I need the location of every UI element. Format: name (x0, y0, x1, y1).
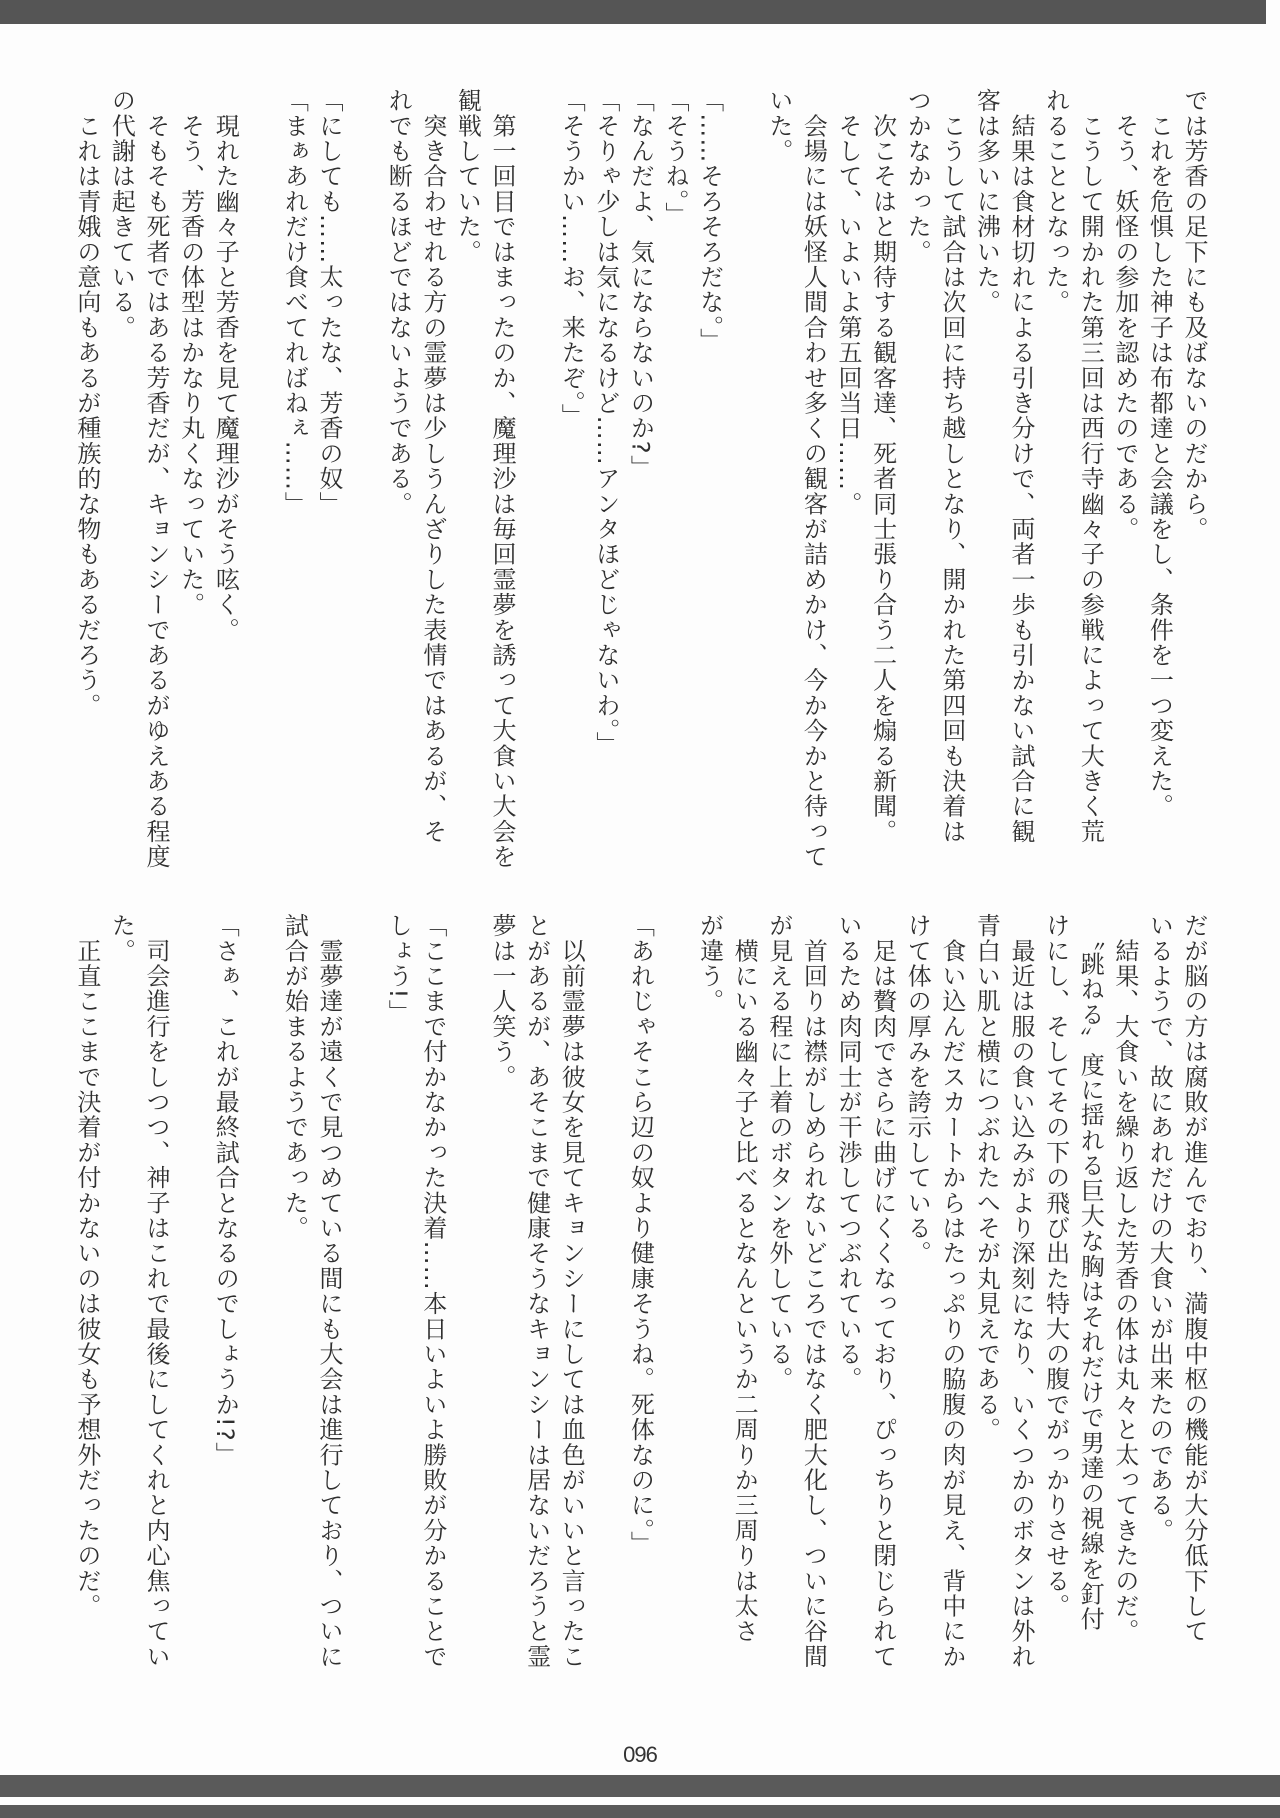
text-line: そう、芳香の体型はかなり丸くなっていた。 (176, 88, 205, 618)
text-line: いた。 (764, 88, 793, 164)
text-line: つかなかった。 (903, 88, 932, 265)
text-line: けにし、そしてその下の飛び出た特大の腹でがっかりさせる。 (1041, 913, 1070, 1619)
top-border-bar (0, 0, 1266, 24)
text-line: いるため肉同士が干渉してつぶれている。 (834, 913, 862, 1392)
text-line: 青白い肌と横につぶれたへそが丸見えである。 (972, 913, 1001, 1443)
text-line: 正直ここまで決着が付かないのは彼女も予想外だったのだ。 (72, 913, 101, 1619)
text-line: 「まぁあれだけ食べてればねぇ……」 (280, 88, 309, 517)
text-line: の代謝は起きている。 (107, 88, 136, 340)
text-line: そう、妖怪の参加を認めたのである。 (1110, 88, 1139, 542)
text-line: とがあるが、あそこまで健康そうなキョンシーは居ないだろうと霊 (522, 913, 551, 1669)
text-line: 食い込んだスカートからはたっぷりの脇腹の肉が見え、背中にか (937, 913, 966, 1669)
text-line: 横にいる幽々子と比べるとなんというか二周りか三周りは太さ (730, 913, 759, 1644)
text-line: 「そうね。」 (661, 88, 689, 228)
bottom-border-bar-thin (0, 1805, 1280, 1818)
bottom-border-bar (0, 1775, 1280, 1797)
text-line: 次こそはと期待する観客達、死者同士張り合う二人を煽る新聞。 (868, 88, 897, 844)
text-line: これを危惧した神子は布都達と会議をし、条件を一つ変えた。 (1145, 88, 1174, 819)
bottom-text-block (69, 913, 1211, 1723)
text-line: 「なんだよ、気にならないのか?」 (626, 88, 655, 480)
text-line: 「ここまで付かなかった決着……本日いよいよ勝敗が分かることで (418, 913, 447, 1669)
text-line: 「……そろそろだな。」 (695, 88, 724, 354)
text-line: 結果は食材切れによる引き分けで、両者一歩も引かない試合に観 (1007, 88, 1035, 844)
text-line: 足は贅肉でさらに曲げにくくなっており、ぴっちりと閉じられて (868, 913, 897, 1669)
text-line: 客は多いに沸いた。 (972, 88, 1001, 315)
text-line: が違う。 (695, 913, 724, 1014)
text-line: そもそも死者ではある芳香だが、キョンシーであるがゆえある程度 (142, 88, 170, 870)
text-line: だが脳の方は腐敗が進んでおり、満腹中枢の機能が大分低下して (1180, 913, 1208, 1644)
text-line: 「あれじゃそこら辺の奴より健康そうね。死体なのに。」 (626, 913, 655, 1557)
text-line: 結果、大食いを繰り返した芳香の体は丸々と太ってきたのだ。 (1110, 913, 1139, 1644)
text-line: 司会進行をしつつ、神子はこれで最後にしてくれと内心焦ってい (142, 913, 170, 1669)
text-line: こうして開かれた第三回は西行寺幽々子の参戦によって大きく荒 (1076, 88, 1105, 844)
text-line: 試合が始まるようであった。 (280, 913, 309, 1241)
text-line: けて体の厚みを誇示している。 (903, 913, 932, 1266)
text-line: 〝跳ねる〟度に揺れる巨大な胸はそれだけで男達の視線を釘付 (1076, 913, 1105, 1632)
text-line: こうして試合は次回に持ち越しとなり、開かれた第四回も決着は (937, 88, 966, 844)
text-line: 首回りは襟がしめられないどころではなく肥大化し、ついに谷間 (799, 913, 828, 1669)
page-number: 096 (623, 1742, 657, 1767)
text-line: 最近は服の食い込みがより深刻になり、いくつかのボタンは外れ (1007, 913, 1035, 1669)
text-line: 「そりゃ少しは気になるけど……アンタほどじゃないわ。」 (591, 88, 620, 757)
text-line: しょう!」 (384, 913, 413, 1025)
text-line: そして、いよいよ第五回当日……。 (834, 88, 862, 517)
text-line: 以前霊夢は彼女を見てキョンシーにしては血色がいいと言ったこ (557, 913, 586, 1669)
text-line: 「そうかい……お、来たぞ。」 (557, 88, 586, 429)
text-line: 霊夢達が遠くで見つめている間にも大会は進行しており、ついに (315, 913, 343, 1669)
text-line: が見える程に上着のボタンを外している。 (764, 913, 793, 1392)
text-line: 観戦していた。 (453, 88, 482, 265)
text-line: 夢は一人笑う。 (488, 913, 516, 1090)
text-line: 突き合わせれる方の霊夢は少しうんざりした表情ではあるが、そ (418, 88, 447, 844)
text-line: これは青娥の意向もあるが種族的な物もあるだろう。 (72, 88, 101, 718)
top-text-block (69, 88, 1211, 878)
text-line: た。 (107, 913, 136, 964)
text-line: れることとなった。 (1041, 88, 1070, 315)
text-line: 会場には妖怪人間合わせ多くの観客が詰めかけ、今か今かと待って (799, 88, 828, 870)
text-line: 現れた幽々子と芳香を見て魔理沙がそう呟く。 (211, 88, 240, 643)
text-line: 第一回目ではまったのか、魔理沙は毎回霊夢を誘って大食い大会を (488, 88, 516, 870)
text-line: では芳香の足下にも及ばないのだから。 (1180, 88, 1208, 542)
text-line: れでも断るほどではないようである。 (384, 88, 413, 517)
text-line: 「さぁ、これが最終試合となるのでしょうか!?」 (211, 913, 240, 1467)
text-line: いるようで、故にあれだけの大食いが出来たのである。 (1145, 913, 1174, 1543)
text-line: 「にしても……太ったな、芳香の奴」 (315, 88, 343, 517)
